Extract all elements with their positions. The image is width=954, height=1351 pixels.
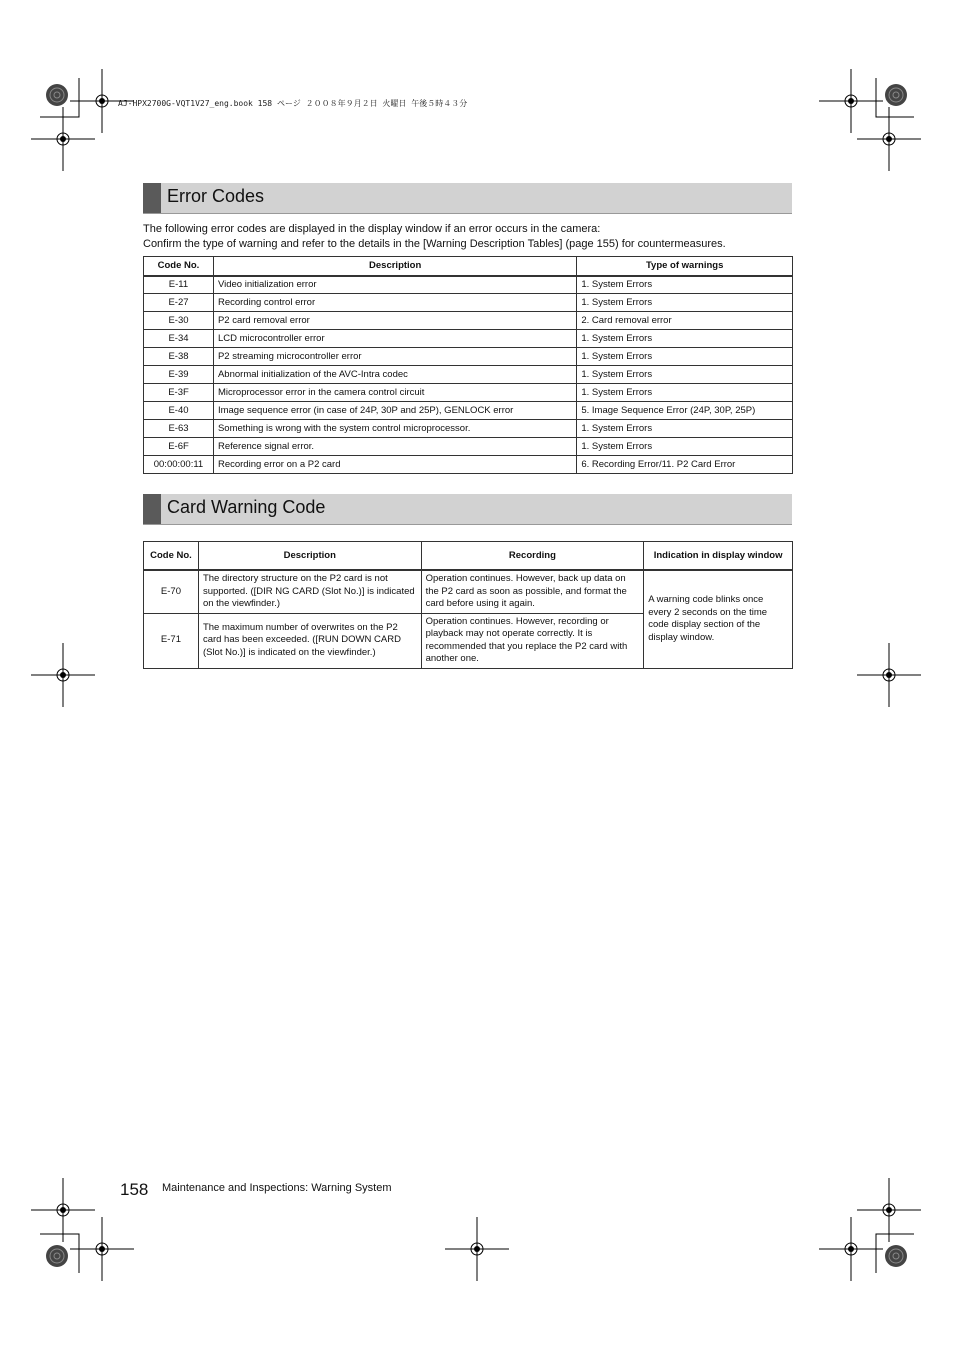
cell-recording: Operation continues. However, back up data on the P2 card as soon as possible, and format the card before using it again.	[421, 570, 644, 613]
cell-type: 1. System Errors	[577, 420, 793, 438]
cell-code: E-63	[144, 420, 214, 438]
cell-code: E-11	[144, 276, 214, 294]
crosshair-icon	[819, 69, 883, 133]
footer-section-title: Maintenance and Inspections: Warning System	[162, 1182, 392, 1194]
print-header: AJ-HPX2700G-VQT1V27_eng.book 158 ページ ２００８年９月２日 火曜日 午後５時４３分	[118, 99, 468, 108]
section-title: Error Codes	[167, 186, 265, 206]
cell-description: The maximum number of overwrites on the P2 card has been exceeded. ([RUN DOWN CARD (Slot No.)] is indicated on the viewfinder.)	[198, 613, 421, 668]
cell-code: E-27	[144, 294, 214, 312]
cell-description: P2 streaming microcontroller error	[213, 348, 576, 366]
page-number: 158	[120, 1180, 149, 1199]
cell-code: E-39	[144, 366, 214, 384]
cell-code: E-30	[144, 312, 214, 330]
cell-description: P2 card removal error	[213, 312, 576, 330]
intro-line-2: Confirm the type of warning and refer to the details in the [Warning Description Tables] (page 155) for countermeasures.	[143, 238, 726, 250]
crosshair-icon	[70, 69, 134, 133]
registration-disc-icon	[46, 84, 68, 106]
registration-disc-icon	[885, 1245, 907, 1267]
cell-type: 5. Image Sequence Error (24P, 30P, 25P)	[577, 402, 793, 420]
cell-type: 1. System Errors	[577, 330, 793, 348]
cell-code: E-40	[144, 402, 214, 420]
cell-description: Video initialization error	[213, 276, 576, 294]
cell-code: E-70	[144, 570, 199, 613]
crosshair-icon	[445, 1217, 509, 1281]
cell-type: 1. System Errors	[577, 438, 793, 456]
header-indication: Indication in display window	[644, 542, 793, 571]
section-title: Card Warning Code	[167, 497, 326, 517]
cell-description: Image sequence error (in case of 24P, 30P and 25P), GENLOCK error	[213, 402, 576, 420]
cell-type: 1. System Errors	[577, 384, 793, 402]
cell-type: 1. System Errors	[577, 294, 793, 312]
cell-type: 2. Card removal error	[577, 312, 793, 330]
cell-indication: A warning code blinks once every 2 seconds on the time code display section of the display window.	[644, 570, 793, 668]
cell-description: LCD microcontroller error	[213, 330, 576, 348]
header-code: Code No.	[144, 542, 199, 571]
cell-description: The directory structure on the P2 card is not supported. ([DIR NG CARD (Slot No.)] is indicated on the viewfinder.)	[198, 570, 421, 613]
registration-disc-icon	[46, 1245, 68, 1267]
header-description: Description	[198, 542, 421, 571]
cell-code: E-6F	[144, 438, 214, 456]
cell-type: 1. System Errors	[577, 348, 793, 366]
crosshair-icon	[819, 1217, 883, 1281]
cell-description: Reference signal error.	[213, 438, 576, 456]
crosshair-icon	[31, 643, 95, 707]
crosshair-icon	[31, 1178, 95, 1242]
cell-code: E-38	[144, 348, 214, 366]
header-type: Type of warnings	[577, 257, 793, 276]
header-code: Code No.	[144, 257, 214, 276]
header-recording: Recording	[421, 542, 644, 571]
cell-description: Recording error on a P2 card	[213, 456, 576, 474]
cell-code: E-3F	[144, 384, 214, 402]
cell-description: Something is wrong with the system control microprocessor.	[213, 420, 576, 438]
cell-recording: Operation continues. However, recording or playback may not operate correctly. It is recommended that you replace the P2 card with another one.	[421, 613, 644, 668]
registration-disc-icon	[885, 84, 907, 106]
crosshair-icon	[70, 1217, 134, 1281]
cell-description: Recording control error	[213, 294, 576, 312]
cell-type: 6. Recording Error/11. P2 Card Error	[577, 456, 793, 474]
cell-type: 1. System Errors	[577, 276, 793, 294]
crosshair-icon	[857, 643, 921, 707]
intro-line-1: The following error codes are displayed in the display window if an error occurs in the camera:	[143, 223, 601, 235]
cell-description: Abnormal initialization of the AVC-Intra codec	[213, 366, 576, 384]
cell-code: E-34	[144, 330, 214, 348]
cell-code: E-71	[144, 613, 199, 668]
crosshair-icon	[857, 1178, 921, 1242]
cell-type: 1. System Errors	[577, 366, 793, 384]
cell-code: 00:00:00:11	[144, 456, 214, 474]
header-description: Description	[213, 257, 576, 276]
cell-description: Microprocessor error in the camera control circuit	[213, 384, 576, 402]
crop-marks	[40, 78, 914, 1273]
